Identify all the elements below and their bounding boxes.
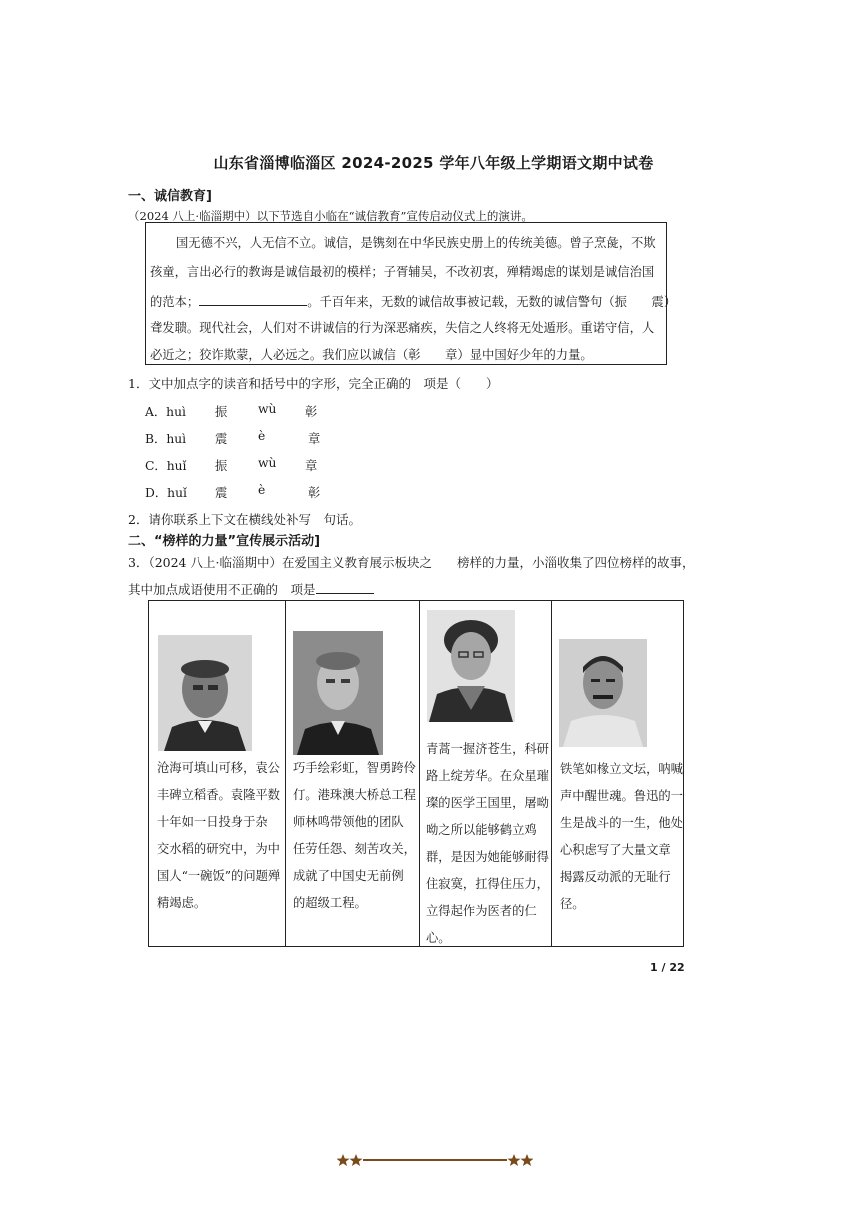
cell-4-text (560, 756, 683, 918)
option-c-char1: 振 (215, 459, 228, 473)
option-b-pinyin2: è (258, 429, 266, 443)
passage-line-3-end: 。千百年来，无数的诚信故事被记载，无数的诚信警句（振 震） (307, 295, 677, 309)
table-cell-2 (285, 601, 420, 946)
role-model-table (148, 600, 684, 947)
passage-line-4: 聋发聩。现代社会，人们对不讲诚信的行为深恶痛疾，失信之人终将无处遁形。重诺守信，人 (150, 321, 655, 335)
fill-blank-line (199, 293, 307, 306)
cell-2-text (293, 755, 416, 917)
cell-2-line: 巧手绘彩虹，智勇跨伶 (293, 761, 416, 775)
cell-4-line: 心积虑写了大量文章 (560, 843, 671, 857)
cell-3-line: 心。 (426, 931, 451, 945)
question-2: 2．请你联系上下文在横线处补写 句话。 (128, 512, 361, 527)
cell-3-line: 青蒿一握济苍生，科研 (426, 742, 549, 756)
cell-3-line: 立得起作为医者的仁 (426, 904, 537, 918)
passage-line-3-start: 的范本； (150, 295, 200, 309)
option-c-pinyin: C．huǐ (145, 459, 187, 473)
passage-line-2: 孩童，言出必行的教诲是诚信最初的模样；子胥辅吴，不改初衷，殚精竭虑的谋划是诚信治国 (150, 265, 655, 279)
page-number: 1 / 22 (650, 961, 685, 974)
cell-1-line: 交水稻的研究中，为中 (157, 842, 280, 856)
passage-box (145, 222, 677, 365)
section-2-heading: 二、“榜样的力量”宣传展示活动] (128, 534, 321, 549)
portrait-photo-1 (158, 635, 252, 751)
portrait-photo-3 (427, 610, 515, 722)
footer-ornament (337, 1152, 533, 1168)
cell-1-line: 国人“一碗饭”的问题殚 (157, 869, 281, 883)
question-3-text: 其中加点成语使用不正确的 项是 (128, 582, 316, 597)
cell-1-text (157, 755, 280, 917)
table-cell-3 (419, 601, 552, 946)
cell-2-line: 师林鸣带领他的团队 (293, 815, 404, 829)
cell-3-line: 群，是因为她能够耐得 (426, 850, 549, 864)
option-b-pinyin: B．huì (145, 432, 187, 446)
question-3-line-2 (128, 580, 374, 598)
cell-1-line: 十年如一日投身于杂 (157, 815, 268, 829)
exam-title: 山东省淄博临淄区 2024-2025 学年八年级上学期语文期中试卷 (213, 154, 654, 172)
passage-line-1: 国无德不兴，人无信不立。诚信，是镌刻在中华民族史册上的传统美德。曾子烹彘，不欺 (176, 236, 656, 250)
cell-3-line: 璨的医学王国里，屠呦 (426, 796, 549, 810)
cell-2-line: 仃。港珠澳大桥总工程 (293, 788, 416, 802)
portrait-photo-4 (559, 639, 647, 747)
option-a-pinyin2: wù (258, 402, 277, 416)
option-d-pinyin: D．huǐ (145, 486, 187, 500)
passage-line-3 (150, 293, 677, 310)
cell-4-line: 径。 (560, 897, 585, 911)
answer-blank-line (316, 581, 374, 594)
option-c-pinyin2: wù (258, 456, 277, 470)
section-1-heading: 一、诚信教育] (128, 189, 212, 204)
option-a-char2: 彰 (305, 405, 318, 419)
cell-2-line: 的超级工程。 (293, 896, 367, 910)
option-c-char2: 章 (305, 459, 318, 473)
cell-3-line: 呦之所以能够鹤立鸡 (426, 823, 537, 837)
cell-3-line: 住寂寞，扛得住压力， (426, 877, 549, 891)
option-d-char1: 震 (215, 486, 228, 500)
cell-2-line: 成就了中国史无前例 (293, 869, 404, 883)
option-d-pinyin2: è (258, 483, 266, 497)
cell-3-line: 路上绽芳华。在众星璀 (426, 769, 549, 783)
section-1-source: （2024 八上·临淄期中）以下节选自小临在“诚信教育”宣传启动仪式上的演讲。 (128, 209, 533, 223)
cell-4-line: 揭露反动派的无耻行 (560, 870, 671, 884)
question-3-line-1: 3．（2024 八上·临淄期中）在爱国主义教育展示板块之 榜样的力量，小淄收集了四位榜样的故事， (128, 555, 695, 570)
cell-1-line: 精竭虑。 (157, 896, 207, 910)
table-cell-4 (551, 601, 683, 946)
option-b-char1: 震 (215, 432, 228, 446)
question-1: 1．文中加点字的读音和括号中的字形，完全正确的 项是（ ） (128, 376, 499, 391)
cell-4-line: 铁笔如椽立文坛，呐喊 (560, 762, 683, 776)
table-cell-1 (149, 601, 286, 946)
portrait-photo-2 (293, 631, 383, 755)
cell-1-line: 沧海可填山可移，袁公 (157, 761, 280, 775)
passage-line-5: 必近之；狡诈欺蒙，人必远之。我们应以诚信（彰 章）显中国好少年的力量。 (150, 348, 593, 362)
cell-1-line: 丰碑立稻香。袁隆平数 (157, 788, 280, 802)
cell-4-line: 生是战斗的一生，他处 (560, 816, 683, 830)
option-b-char2: 章 (308, 432, 321, 446)
option-a-char1: 振 (215, 405, 228, 419)
cell-4-line: 声中醒世魂。鲁迅的一 (560, 789, 683, 803)
option-d-char2: 彰 (308, 486, 321, 500)
cell-3-text (426, 736, 549, 952)
cell-2-line: 任劳任怨、刻苦攻关， (293, 842, 416, 856)
option-a-pinyin: A．huì (145, 405, 186, 419)
